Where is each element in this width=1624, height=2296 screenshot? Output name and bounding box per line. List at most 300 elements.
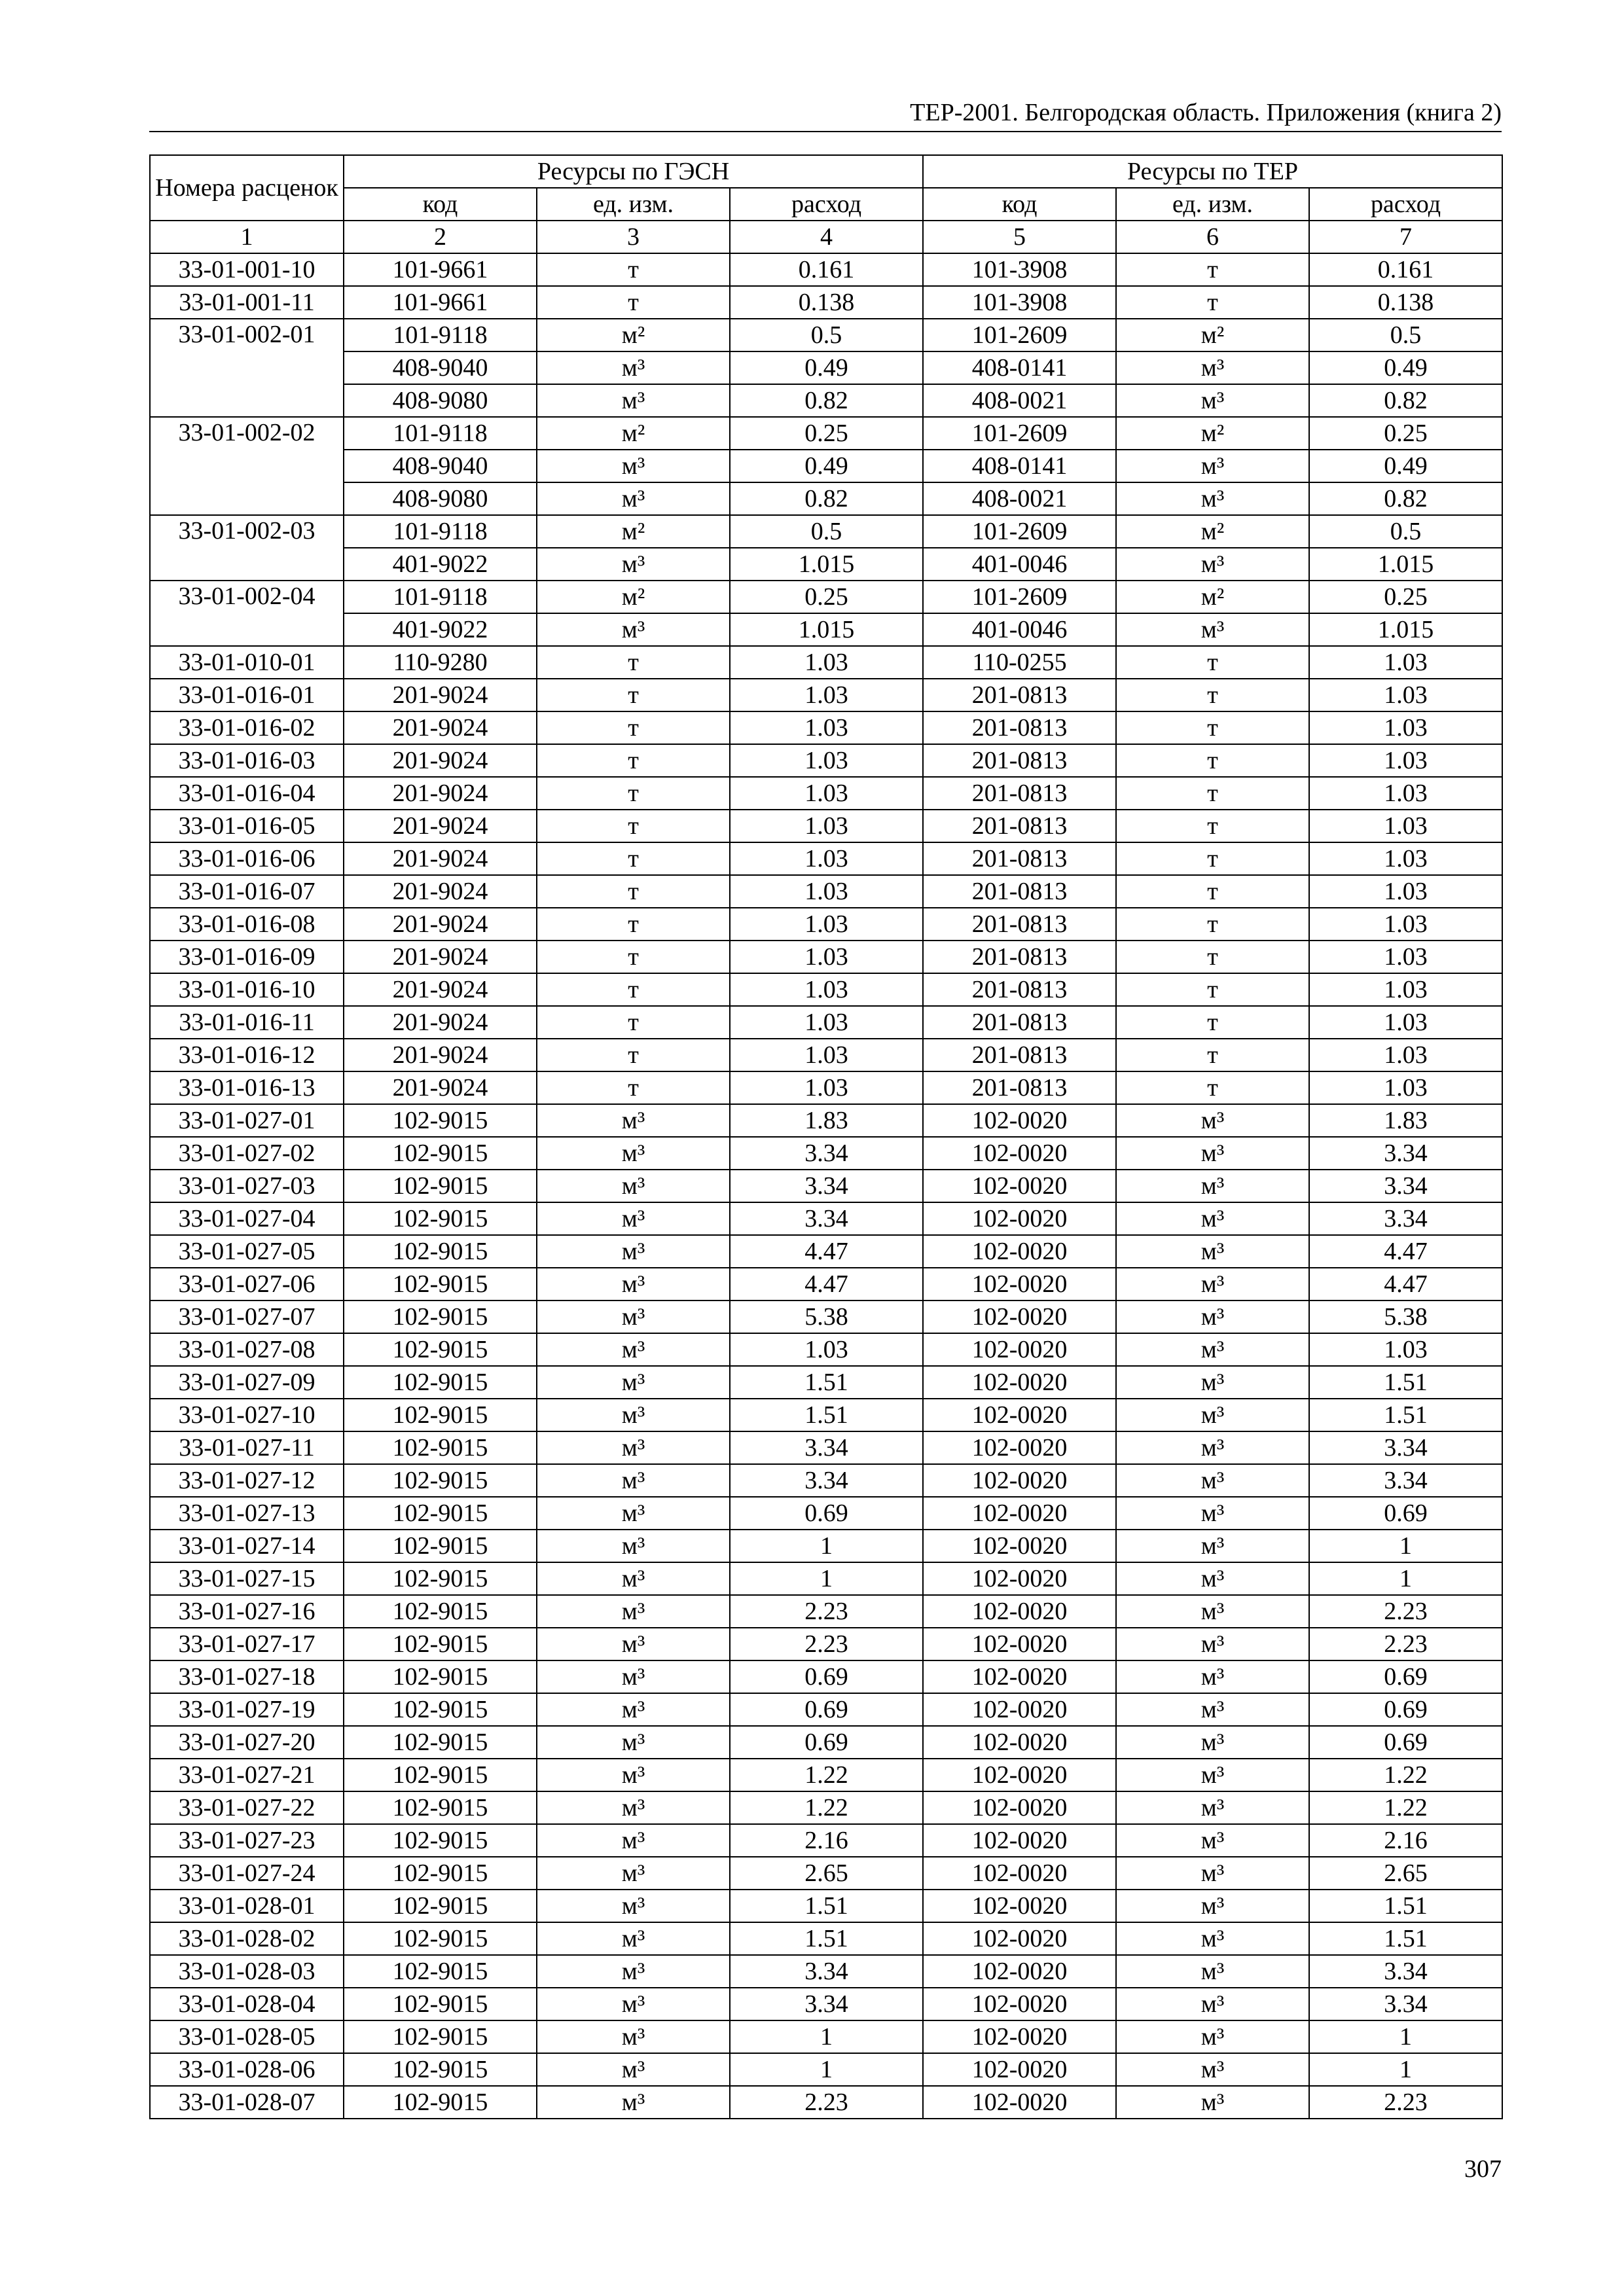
ter-code-cell: 201-0813 bbox=[923, 1006, 1116, 1039]
ter-consumption-cell: 0.161 bbox=[1309, 253, 1502, 286]
gesn-unit-cell: м³ bbox=[537, 1628, 730, 1660]
gesn-unit-cell: м³ bbox=[537, 1595, 730, 1628]
gesn-code-cell: 102-9015 bbox=[344, 1170, 537, 1202]
ter-consumption-cell: 1.03 bbox=[1309, 810, 1502, 842]
ter-code-cell: 201-0813 bbox=[923, 810, 1116, 842]
ter-consumption-cell: 0.69 bbox=[1309, 1497, 1502, 1530]
gesn-unit-cell: м³ bbox=[537, 2086, 730, 2119]
gesn-code-cell: 102-9015 bbox=[344, 1366, 537, 1399]
table-row bbox=[150, 2053, 1502, 2086]
gesn-unit-cell: м³ bbox=[537, 2053, 730, 2086]
gesn-consumption-cell: 3.34 bbox=[730, 1137, 923, 1170]
table-row bbox=[150, 2020, 1502, 2053]
column-number-row bbox=[150, 221, 1502, 253]
rate-number-cell: 33-01-010-01 bbox=[150, 646, 344, 679]
ter-code-cell: 102-0020 bbox=[923, 1595, 1116, 1628]
gesn-consumption-cell: 2.23 bbox=[730, 1628, 923, 1660]
gesn-consumption-cell: 1.015 bbox=[730, 613, 923, 646]
rate-number-cell: 33-01-027-10 bbox=[150, 1399, 344, 1431]
gesn-unit-cell: м³ bbox=[537, 548, 730, 581]
gesn-unit-cell: м³ bbox=[537, 1988, 730, 2020]
gesn-unit-cell: м³ bbox=[537, 1857, 730, 1890]
gesn-consumption-cell: 2.16 bbox=[730, 1824, 923, 1857]
rate-number-cell: 33-01-027-14 bbox=[150, 1530, 344, 1562]
gesn-unit-cell: м³ bbox=[537, 1497, 730, 1530]
table-row bbox=[150, 1235, 1502, 1268]
ter-unit-cell: м³ bbox=[1116, 1759, 1309, 1791]
ter-code-cell: 101-2609 bbox=[923, 319, 1116, 351]
ter-unit-cell: м³ bbox=[1116, 1104, 1309, 1137]
gesn-code-cell: 102-9015 bbox=[344, 1595, 537, 1628]
gesn-unit-cell: т bbox=[537, 908, 730, 941]
ter-code-cell: 102-0020 bbox=[923, 1660, 1116, 1693]
table-row bbox=[150, 646, 1502, 679]
gesn-code-cell: 102-9015 bbox=[344, 1857, 537, 1890]
ter-unit-cell: м³ bbox=[1116, 1595, 1309, 1628]
gesn-consumption-cell: 3.34 bbox=[730, 1464, 923, 1497]
gesn-code-cell: 102-9015 bbox=[344, 1104, 537, 1137]
ter-unit-cell: м² bbox=[1116, 581, 1309, 613]
rate-number-cell: 33-01-027-01 bbox=[150, 1104, 344, 1137]
gesn-code-cell: 102-9015 bbox=[344, 1399, 537, 1431]
table-row bbox=[150, 1595, 1502, 1628]
table-row bbox=[150, 1693, 1502, 1726]
ter-code-cell: 102-0020 bbox=[923, 1693, 1116, 1726]
table-row bbox=[150, 548, 1502, 581]
table-group-header-row bbox=[150, 155, 1502, 188]
gesn-unit-cell: м³ bbox=[537, 1562, 730, 1595]
table-row bbox=[150, 1202, 1502, 1235]
gesn-unit-cell: т bbox=[537, 744, 730, 777]
sub-header-gesn-consumption: расход bbox=[730, 188, 923, 221]
ter-unit-cell: м³ bbox=[1116, 1268, 1309, 1300]
rate-number-cell: 33-01-016-11 bbox=[150, 1006, 344, 1039]
rate-number-cell: 33-01-027-19 bbox=[150, 1693, 344, 1726]
gesn-code-cell: 102-9015 bbox=[344, 1202, 537, 1235]
gesn-code-cell: 101-9118 bbox=[344, 319, 537, 351]
gesn-code-cell: 201-9024 bbox=[344, 941, 537, 973]
gesn-consumption-cell: 0.25 bbox=[730, 417, 923, 450]
gesn-code-cell: 102-9015 bbox=[344, 1497, 537, 1530]
gesn-code-cell: 401-9022 bbox=[344, 613, 537, 646]
ter-consumption-cell: 0.25 bbox=[1309, 581, 1502, 613]
rate-number-cell: 33-01-016-09 bbox=[150, 941, 344, 973]
table-row bbox=[150, 319, 1502, 351]
gesn-unit-cell: м² bbox=[537, 319, 730, 351]
rate-number-cell: 33-01-028-06 bbox=[150, 2053, 344, 2086]
gesn-code-cell: 408-9080 bbox=[344, 384, 537, 417]
rate-number-cell: 33-01-016-05 bbox=[150, 810, 344, 842]
col-header-rate-numbers: Номера расценок bbox=[150, 155, 344, 221]
ter-consumption-cell: 2.23 bbox=[1309, 1595, 1502, 1628]
table-row bbox=[150, 1137, 1502, 1170]
ter-unit-cell: м³ bbox=[1116, 1497, 1309, 1530]
table-row bbox=[150, 417, 1502, 450]
rate-number-cell: 33-01-002-02 bbox=[150, 417, 344, 515]
gesn-code-cell: 102-9015 bbox=[344, 2020, 537, 2053]
rate-number-cell: 33-01-016-01 bbox=[150, 679, 344, 711]
table-row bbox=[150, 1857, 1502, 1890]
ter-consumption-cell: 1.03 bbox=[1309, 875, 1502, 908]
ter-consumption-cell: 1.015 bbox=[1309, 548, 1502, 581]
page-header: ТЕР-2001. Белгородская область. Приложения (книга 2) bbox=[910, 99, 1502, 126]
ter-code-cell: 102-0020 bbox=[923, 1300, 1116, 1333]
ter-unit-cell: м³ bbox=[1116, 1300, 1309, 1333]
gesn-unit-cell: м³ bbox=[537, 1137, 730, 1170]
gesn-code-cell: 201-9024 bbox=[344, 744, 537, 777]
ter-consumption-cell: 1.03 bbox=[1309, 777, 1502, 810]
gesn-code-cell: 201-9024 bbox=[344, 1006, 537, 1039]
table-row bbox=[150, 679, 1502, 711]
gesn-consumption-cell: 1.03 bbox=[730, 711, 923, 744]
gesn-consumption-cell: 5.38 bbox=[730, 1300, 923, 1333]
ter-code-cell: 101-2609 bbox=[923, 515, 1116, 548]
table-row bbox=[150, 1988, 1502, 2020]
gesn-consumption-cell: 2.23 bbox=[730, 2086, 923, 2119]
table-row bbox=[150, 908, 1502, 941]
ter-consumption-cell: 3.34 bbox=[1309, 1464, 1502, 1497]
gesn-code-cell: 102-9015 bbox=[344, 1530, 537, 1562]
sub-header-ter-unit: ед. изм. bbox=[1116, 188, 1309, 221]
gesn-code-cell: 102-9015 bbox=[344, 1562, 537, 1595]
gesn-unit-cell: м³ bbox=[537, 613, 730, 646]
rate-number-cell: 33-01-027-08 bbox=[150, 1333, 344, 1366]
rate-number-cell: 33-01-001-11 bbox=[150, 286, 344, 319]
ter-code-cell: 102-0020 bbox=[923, 1824, 1116, 1857]
gesn-consumption-cell: 4.47 bbox=[730, 1235, 923, 1268]
gesn-unit-cell: м³ bbox=[537, 1824, 730, 1857]
ter-consumption-cell: 4.47 bbox=[1309, 1235, 1502, 1268]
ter-unit-cell: м³ bbox=[1116, 2053, 1309, 2086]
table-row bbox=[150, 1726, 1502, 1759]
ter-code-cell: 401-0046 bbox=[923, 548, 1116, 581]
ter-consumption-cell: 0.138 bbox=[1309, 286, 1502, 319]
ter-code-cell: 201-0813 bbox=[923, 711, 1116, 744]
table-row bbox=[150, 613, 1502, 646]
gesn-consumption-cell: 3.34 bbox=[730, 1955, 923, 1988]
gesn-unit-cell: м³ bbox=[537, 482, 730, 515]
ter-code-cell: 201-0813 bbox=[923, 941, 1116, 973]
table-row bbox=[150, 1562, 1502, 1595]
ter-consumption-cell: 3.34 bbox=[1309, 1955, 1502, 1988]
ter-consumption-cell: 1.015 bbox=[1309, 613, 1502, 646]
gesn-unit-cell: т bbox=[537, 842, 730, 875]
gesn-consumption-cell: 1.03 bbox=[730, 1006, 923, 1039]
gesn-consumption-cell: 0.82 bbox=[730, 384, 923, 417]
ter-consumption-cell: 0.49 bbox=[1309, 450, 1502, 482]
gesn-consumption-cell: 3.34 bbox=[730, 1170, 923, 1202]
gesn-consumption-cell: 1.03 bbox=[730, 810, 923, 842]
ter-unit-cell: т bbox=[1116, 875, 1309, 908]
ter-unit-cell: м³ bbox=[1116, 2086, 1309, 2119]
ter-code-cell: 408-0021 bbox=[923, 384, 1116, 417]
gesn-consumption-cell: 1.03 bbox=[730, 777, 923, 810]
ter-code-cell: 102-0020 bbox=[923, 2053, 1116, 2086]
gesn-unit-cell: м³ bbox=[537, 1530, 730, 1562]
table-row bbox=[150, 450, 1502, 482]
sub-header-gesn-unit: ед. изм. bbox=[537, 188, 730, 221]
gesn-code-cell: 101-9118 bbox=[344, 515, 537, 548]
gesn-code-cell: 401-9022 bbox=[344, 548, 537, 581]
gesn-code-cell: 201-9024 bbox=[344, 711, 537, 744]
table-row bbox=[150, 351, 1502, 384]
gesn-consumption-cell: 0.5 bbox=[730, 319, 923, 351]
group-header-gesn: Ресурсы по ГЭСН bbox=[344, 155, 923, 188]
gesn-code-cell: 201-9024 bbox=[344, 1071, 537, 1104]
rate-number-cell: 33-01-027-05 bbox=[150, 1235, 344, 1268]
rate-number-cell: 33-01-001-10 bbox=[150, 253, 344, 286]
rate-number-cell: 33-01-027-20 bbox=[150, 1726, 344, 1759]
ter-unit-cell: т bbox=[1116, 286, 1309, 319]
ter-code-cell: 102-0020 bbox=[923, 1333, 1116, 1366]
table-row bbox=[150, 1759, 1502, 1791]
table-row bbox=[150, 1660, 1502, 1693]
ter-unit-cell: т bbox=[1116, 1006, 1309, 1039]
rate-number-cell: 33-01-016-04 bbox=[150, 777, 344, 810]
gesn-unit-cell: м³ bbox=[537, 1955, 730, 1988]
gesn-code-cell: 102-9015 bbox=[344, 1333, 537, 1366]
gesn-code-cell: 102-9015 bbox=[344, 1300, 537, 1333]
ter-consumption-cell: 0.82 bbox=[1309, 384, 1502, 417]
ter-consumption-cell: 1.03 bbox=[1309, 908, 1502, 941]
gesn-code-cell: 102-9015 bbox=[344, 1922, 537, 1955]
rate-number-cell: 33-01-027-12 bbox=[150, 1464, 344, 1497]
ter-code-cell: 201-0813 bbox=[923, 1071, 1116, 1104]
ter-unit-cell: т bbox=[1116, 253, 1309, 286]
rate-number-cell: 33-01-016-06 bbox=[150, 842, 344, 875]
table-row bbox=[150, 1497, 1502, 1530]
table-row bbox=[150, 744, 1502, 777]
rate-number-cell: 33-01-016-03 bbox=[150, 744, 344, 777]
table-row bbox=[150, 1824, 1502, 1857]
gesn-consumption-cell: 1.03 bbox=[730, 1333, 923, 1366]
ter-consumption-cell: 3.34 bbox=[1309, 1431, 1502, 1464]
gesn-consumption-cell: 0.25 bbox=[730, 581, 923, 613]
gesn-code-cell: 102-9015 bbox=[344, 1268, 537, 1300]
gesn-code-cell: 408-9080 bbox=[344, 482, 537, 515]
rate-number-cell: 33-01-028-02 bbox=[150, 1922, 344, 1955]
rate-number-cell: 33-01-027-07 bbox=[150, 1300, 344, 1333]
table-row bbox=[150, 1431, 1502, 1464]
gesn-consumption-cell: 1.03 bbox=[730, 842, 923, 875]
gesn-unit-cell: т bbox=[537, 1071, 730, 1104]
table-row bbox=[150, 1464, 1502, 1497]
rate-number-cell: 33-01-027-13 bbox=[150, 1497, 344, 1530]
ter-unit-cell: т bbox=[1116, 973, 1309, 1006]
gesn-code-cell: 102-9015 bbox=[344, 1431, 537, 1464]
gesn-consumption-cell: 0.5 bbox=[730, 515, 923, 548]
ter-consumption-cell: 0.82 bbox=[1309, 482, 1502, 515]
rate-number-cell: 33-01-027-22 bbox=[150, 1791, 344, 1824]
table-row bbox=[150, 1170, 1502, 1202]
gesn-unit-cell: м³ bbox=[537, 1300, 730, 1333]
ter-code-cell: 102-0020 bbox=[923, 2086, 1116, 2119]
table-row bbox=[150, 1955, 1502, 1988]
rate-number-cell: 33-01-002-03 bbox=[150, 515, 344, 581]
ter-consumption-cell: 1.51 bbox=[1309, 1366, 1502, 1399]
ter-unit-cell: м³ bbox=[1116, 351, 1309, 384]
ter-unit-cell: м³ bbox=[1116, 1366, 1309, 1399]
gesn-code-cell: 102-9015 bbox=[344, 1464, 537, 1497]
table-row bbox=[150, 253, 1502, 286]
table-row bbox=[150, 384, 1502, 417]
gesn-unit-cell: т bbox=[537, 973, 730, 1006]
gesn-code-cell: 201-9024 bbox=[344, 1039, 537, 1071]
gesn-consumption-cell: 1.03 bbox=[730, 679, 923, 711]
header-rule bbox=[149, 131, 1502, 132]
table-row bbox=[150, 1791, 1502, 1824]
ter-code-cell: 102-0020 bbox=[923, 1104, 1116, 1137]
gesn-unit-cell: м³ bbox=[537, 1399, 730, 1431]
ter-unit-cell: м³ bbox=[1116, 1562, 1309, 1595]
rate-number-cell: 33-01-002-01 bbox=[150, 319, 344, 417]
ter-unit-cell: т bbox=[1116, 679, 1309, 711]
column-number: 2 bbox=[344, 221, 537, 253]
gesn-code-cell: 110-9280 bbox=[344, 646, 537, 679]
ter-unit-cell: т bbox=[1116, 908, 1309, 941]
ter-consumption-cell: 1.03 bbox=[1309, 711, 1502, 744]
ter-consumption-cell: 1.03 bbox=[1309, 941, 1502, 973]
rate-number-cell: 33-01-028-01 bbox=[150, 1890, 344, 1922]
rate-number-cell: 33-01-027-17 bbox=[150, 1628, 344, 1660]
rate-number-cell: 33-01-027-02 bbox=[150, 1137, 344, 1170]
gesn-consumption-cell: 1.015 bbox=[730, 548, 923, 581]
ter-code-cell: 201-0813 bbox=[923, 842, 1116, 875]
gesn-unit-cell: м³ bbox=[537, 1726, 730, 1759]
ter-unit-cell: м³ bbox=[1116, 1824, 1309, 1857]
gesn-consumption-cell: 2.65 bbox=[730, 1857, 923, 1890]
gesn-unit-cell: т bbox=[537, 1006, 730, 1039]
ter-unit-cell: м³ bbox=[1116, 1726, 1309, 1759]
gesn-unit-cell: т bbox=[537, 875, 730, 908]
gesn-consumption-cell: 2.23 bbox=[730, 1595, 923, 1628]
gesn-consumption-cell: 1 bbox=[730, 1530, 923, 1562]
gesn-code-cell: 101-9661 bbox=[344, 286, 537, 319]
gesn-code-cell: 102-9015 bbox=[344, 1660, 537, 1693]
gesn-code-cell: 201-9024 bbox=[344, 810, 537, 842]
ter-code-cell: 201-0813 bbox=[923, 744, 1116, 777]
rate-number-cell: 33-01-028-07 bbox=[150, 2086, 344, 2119]
table-row bbox=[150, 1006, 1502, 1039]
gesn-code-cell: 102-9015 bbox=[344, 1759, 537, 1791]
rate-number-cell: 33-01-016-13 bbox=[150, 1071, 344, 1104]
ter-code-cell: 102-0020 bbox=[923, 1890, 1116, 1922]
ter-consumption-cell: 2.23 bbox=[1309, 1628, 1502, 1660]
ter-consumption-cell: 1.22 bbox=[1309, 1791, 1502, 1824]
ter-consumption-cell: 1.03 bbox=[1309, 1006, 1502, 1039]
gesn-consumption-cell: 1.03 bbox=[730, 1071, 923, 1104]
group-header-ter: Ресурсы по ТЕР bbox=[923, 155, 1502, 188]
gesn-code-cell: 201-9024 bbox=[344, 842, 537, 875]
ter-consumption-cell: 4.47 bbox=[1309, 1268, 1502, 1300]
gesn-consumption-cell: 1.22 bbox=[730, 1759, 923, 1791]
rate-number-cell: 33-01-027-16 bbox=[150, 1595, 344, 1628]
ter-code-cell: 102-0020 bbox=[923, 1137, 1116, 1170]
table-row bbox=[150, 1268, 1502, 1300]
table-row bbox=[150, 1104, 1502, 1137]
gesn-consumption-cell: 0.69 bbox=[730, 1660, 923, 1693]
ter-consumption-cell: 1.22 bbox=[1309, 1759, 1502, 1791]
gesn-consumption-cell: 1 bbox=[730, 2053, 923, 2086]
gesn-consumption-cell: 1.03 bbox=[730, 646, 923, 679]
gesn-unit-cell: м³ bbox=[537, 1202, 730, 1235]
resources-table bbox=[149, 154, 1503, 2119]
gesn-consumption-cell: 0.69 bbox=[730, 1726, 923, 1759]
page-number: 307 bbox=[1464, 2155, 1502, 2183]
ter-code-cell: 102-0020 bbox=[923, 1562, 1116, 1595]
ter-code-cell: 102-0020 bbox=[923, 1268, 1116, 1300]
gesn-consumption-cell: 4.47 bbox=[730, 1268, 923, 1300]
ter-code-cell: 201-0813 bbox=[923, 1039, 1116, 1071]
table-row bbox=[150, 1890, 1502, 1922]
gesn-code-cell: 102-9015 bbox=[344, 1628, 537, 1660]
rate-number-cell: 33-01-028-05 bbox=[150, 2020, 344, 2053]
ter-unit-cell: м³ bbox=[1116, 1399, 1309, 1431]
gesn-consumption-cell: 0.49 bbox=[730, 351, 923, 384]
sub-header-ter-code: код bbox=[923, 188, 1116, 221]
ter-consumption-cell: 1 bbox=[1309, 2053, 1502, 2086]
ter-code-cell: 101-3908 bbox=[923, 253, 1116, 286]
gesn-consumption-cell: 0.49 bbox=[730, 450, 923, 482]
ter-unit-cell: м³ bbox=[1116, 613, 1309, 646]
rate-number-cell: 33-01-016-08 bbox=[150, 908, 344, 941]
ter-code-cell: 102-0020 bbox=[923, 1628, 1116, 1660]
table-row bbox=[150, 1039, 1502, 1071]
gesn-unit-cell: м³ bbox=[537, 1693, 730, 1726]
table-row bbox=[150, 973, 1502, 1006]
gesn-code-cell: 408-9040 bbox=[344, 351, 537, 384]
ter-code-cell: 102-0020 bbox=[923, 1791, 1116, 1824]
ter-code-cell: 408-0141 bbox=[923, 450, 1116, 482]
gesn-unit-cell: м³ bbox=[537, 351, 730, 384]
table-row bbox=[150, 482, 1502, 515]
ter-unit-cell: м³ bbox=[1116, 2020, 1309, 2053]
ter-consumption-cell: 2.23 bbox=[1309, 2086, 1502, 2119]
table-row bbox=[150, 515, 1502, 548]
ter-code-cell: 102-0020 bbox=[923, 1202, 1116, 1235]
ter-unit-cell: т bbox=[1116, 1071, 1309, 1104]
ter-consumption-cell: 1.51 bbox=[1309, 1890, 1502, 1922]
gesn-code-cell: 102-9015 bbox=[344, 1693, 537, 1726]
gesn-consumption-cell: 1.51 bbox=[730, 1399, 923, 1431]
gesn-consumption-cell: 1.03 bbox=[730, 744, 923, 777]
ter-consumption-cell: 1.03 bbox=[1309, 1333, 1502, 1366]
gesn-consumption-cell: 3.34 bbox=[730, 1431, 923, 1464]
gesn-consumption-cell: 1.03 bbox=[730, 1039, 923, 1071]
gesn-consumption-cell: 1.03 bbox=[730, 875, 923, 908]
table-row bbox=[150, 581, 1502, 613]
ter-unit-cell: т bbox=[1116, 842, 1309, 875]
ter-code-cell: 102-0020 bbox=[923, 1857, 1116, 1890]
ter-consumption-cell: 0.69 bbox=[1309, 1660, 1502, 1693]
rate-number-cell: 33-01-027-18 bbox=[150, 1660, 344, 1693]
ter-unit-cell: м³ bbox=[1116, 384, 1309, 417]
ter-unit-cell: м² bbox=[1116, 319, 1309, 351]
gesn-code-cell: 102-9015 bbox=[344, 1955, 537, 1988]
gesn-consumption-cell: 1.51 bbox=[730, 1922, 923, 1955]
gesn-consumption-cell: 1.83 bbox=[730, 1104, 923, 1137]
ter-consumption-cell: 0.69 bbox=[1309, 1726, 1502, 1759]
ter-unit-cell: м³ bbox=[1116, 1693, 1309, 1726]
ter-consumption-cell: 3.34 bbox=[1309, 1988, 1502, 2020]
rate-number-cell: 33-01-028-03 bbox=[150, 1955, 344, 1988]
ter-unit-cell: м³ bbox=[1116, 1955, 1309, 1988]
table-row bbox=[150, 1922, 1502, 1955]
gesn-unit-cell: м³ bbox=[537, 1464, 730, 1497]
gesn-unit-cell: т bbox=[537, 253, 730, 286]
ter-consumption-cell: 1.83 bbox=[1309, 1104, 1502, 1137]
ter-consumption-cell: 3.34 bbox=[1309, 1137, 1502, 1170]
